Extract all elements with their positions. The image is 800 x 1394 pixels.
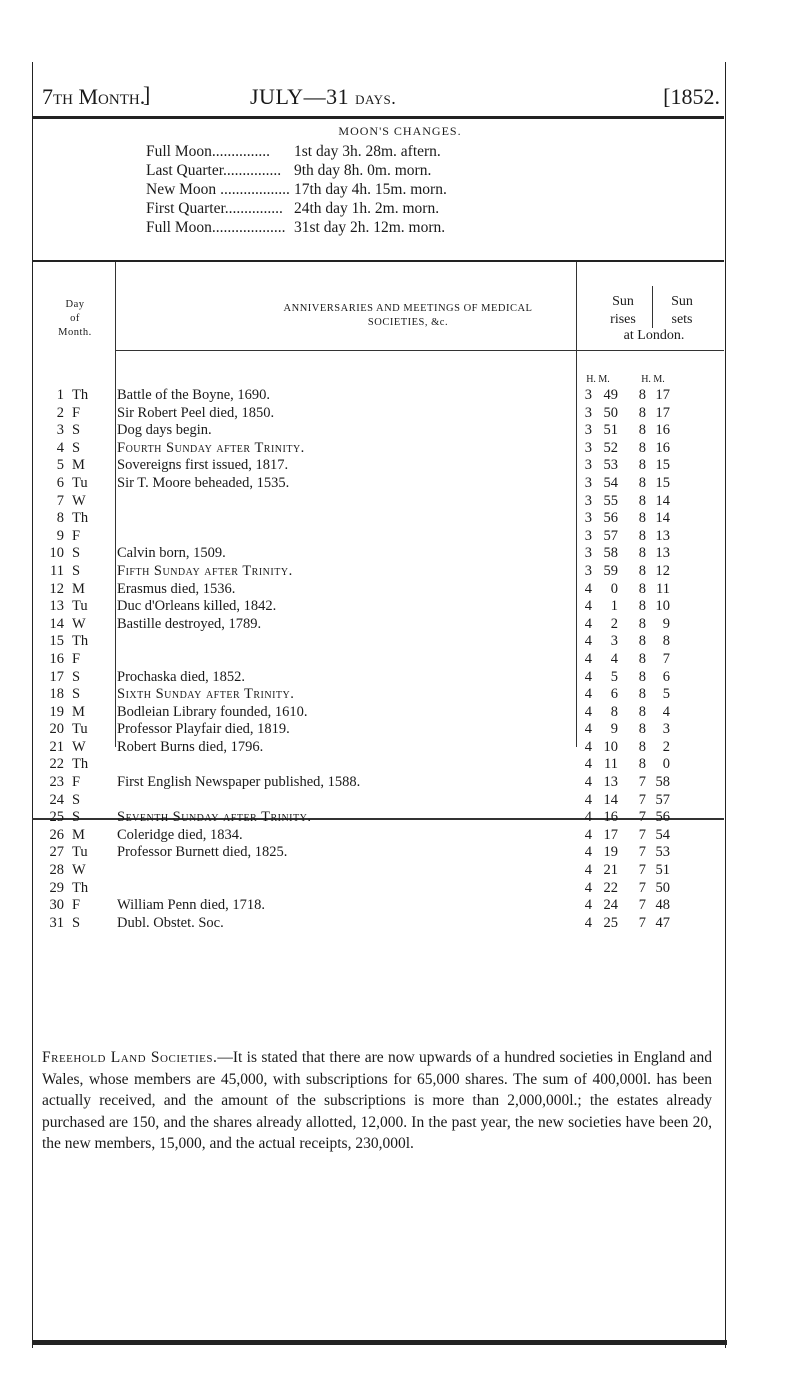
day-number: 3 [56,422,64,439]
col-header-set-line: sets [671,312,693,327]
day-number: 12 [49,580,64,597]
sunrise-minute: 3 [610,633,618,650]
anniversary: Seventh Sunday after Trinity. [117,809,312,826]
weekday: S [72,422,81,439]
weekday: W [72,492,86,509]
weekday: F [72,774,81,791]
anniversary: Calvin born, 1509. [117,545,226,562]
table-row [42,739,717,757]
sunrise-hour: 3 [584,510,592,527]
year-label: [1852. [663,84,720,109]
day-number: 6 [56,474,64,491]
sunset-hour: 7 [638,879,646,896]
sunset-hour: 8 [638,387,646,403]
weekday: Tu [72,598,88,615]
month-title [250,84,396,110]
leader-dots: ............... [223,162,282,179]
sunrise-minute: 17 [603,826,618,843]
sunrise-hour: 3 [584,422,592,439]
weekday: S [72,668,81,685]
sunset-hour: 8 [638,686,646,703]
sunrise-minute: 54 [603,474,618,491]
table-row [42,405,717,423]
table-row [42,880,717,898]
col-header-set-line: Sun [671,294,693,309]
table-row [42,844,717,862]
sunrise-minute: 51 [603,422,618,439]
sunrise-hour: 4 [584,686,592,703]
sunset-hour: 7 [638,897,646,914]
sunset-hour: 7 [638,914,646,931]
day-number: 31 [49,914,64,931]
weekday: S [72,809,81,826]
anniversary: Dog days begin. [117,422,212,439]
sunset-minute: 48 [655,897,670,914]
anniversary: Professor Burnett died, 1825. [117,844,288,861]
sunset-minute: 15 [655,457,670,474]
weekday: S [72,686,81,703]
sunset-hour: 8 [638,721,646,738]
day-number: 16 [49,650,64,667]
column-divider [652,286,653,328]
sunset-hour: 8 [638,738,646,755]
table-row [42,809,717,827]
sunset-hour: 8 [638,615,646,632]
sunset-hour: 8 [638,756,646,773]
sunset-minute: 14 [655,510,670,527]
day-number: 13 [49,598,64,615]
sunset-hour: 7 [638,844,646,861]
sunrise-minute: 57 [603,527,618,544]
table-row [42,669,717,687]
table-row [42,756,717,774]
sunrise-minute: 14 [603,791,618,808]
anniversary: Sovereigns first issued, 1817. [117,457,289,474]
hm-row [42,371,717,387]
sunrise-hour: 4 [584,633,592,650]
sunset-minute: 50 [655,879,670,896]
table-row [42,493,717,511]
moon-phase-name: New Moon [146,181,217,198]
sunset-hour: 8 [638,668,646,685]
moon-phase-time: 1st day 3h. 28m. aftern. [294,143,441,160]
weekday: M [72,826,85,843]
sunset-hour: 8 [638,580,646,597]
sunset-hour: 7 [638,791,646,808]
col-header-anniversaries [210,302,606,330]
sunset-minute: 7 [662,650,670,667]
weekday: F [72,650,81,667]
sunset-minute: 13 [655,545,670,562]
header-bracket: ] [143,82,151,107]
table-row [42,528,717,546]
day-number: 2 [56,404,64,421]
sunset-minute: 17 [655,387,670,403]
sunset-hour: 7 [638,774,646,791]
anniversary: William Penn died, 1718. [117,897,266,914]
anniversary: Sixth Sunday after Trinity. [117,686,295,703]
sunrise-hour: 4 [584,738,592,755]
sunset-hour: 8 [638,545,646,562]
moon-changes-title: MOON'S CHANGES. [338,124,462,138]
day-number: 9 [56,527,64,544]
table-row [42,563,717,581]
sunrise-hour: 3 [584,439,592,456]
sunrise-minute: 6 [610,686,618,703]
leader-dots: ................... [211,219,286,236]
sunrise-hour: 3 [584,492,592,509]
table-row [42,545,717,563]
leader-dots: ............... [211,143,271,160]
sunrise-minute: 59 [603,562,618,579]
weekday: S [72,545,81,562]
weekday: Tu [72,844,88,861]
day-number: 19 [49,703,64,720]
table-row [42,704,717,722]
weekday: S [72,791,81,808]
sunset-hour: 8 [638,457,646,474]
sunrise-minute: 19 [603,844,618,861]
col-header-day-line: of [70,313,80,324]
page-header [42,84,720,114]
sunrise-hour: 3 [584,457,592,474]
table-row [42,721,717,739]
table-row [42,897,717,915]
weekday: Th [72,879,89,896]
moon-phase-time: 9th day 8h. 0m. morn. [294,162,432,179]
moon-phase-name: Full Moon [146,143,212,160]
sunset-minute: 53 [655,844,670,861]
day-number: 24 [49,791,64,808]
weekday: F [72,527,81,544]
weekday: M [72,580,85,597]
note-lead: Freehold Land Societies. [42,1049,218,1066]
col-header-sun-sets [652,293,712,329]
weekday: F [72,897,81,914]
sunrise-minute: 58 [603,545,618,562]
leader-dots: ............... [224,200,283,217]
sunrise-minute: 2 [610,615,618,632]
table-row [42,598,717,616]
sunrise-hour: 4 [584,897,592,914]
day-number: 28 [49,862,64,879]
sunrise-hour: 4 [584,879,592,896]
sunrise-hour: 4 [584,809,592,826]
col-header-ann-line: SOCIETIES, &c. [367,317,449,328]
sunrise-minute: 22 [603,879,618,896]
col-header-sun-rises [596,293,650,329]
moon-phase-row [146,199,440,218]
sunrise-hour: 4 [584,703,592,720]
sunset-hour: 7 [638,809,646,826]
sunrise-minute: 21 [603,862,618,879]
weekday: Th [72,756,89,773]
sunrise-minute: 50 [603,404,618,421]
sunset-minute: 56 [655,809,670,826]
sunset-minute: 3 [662,721,670,738]
day-number: 20 [49,721,64,738]
sunrise-minute: 24 [603,897,618,914]
sunset-hour: 8 [638,598,646,615]
table-row [42,510,717,528]
hm-label-set: H. M. [641,374,665,385]
day-number: 14 [49,615,64,632]
moon-phase-row [146,180,447,199]
hm-label-rise: H. M. [586,374,610,385]
day-number: 30 [49,897,64,914]
sunset-minute: 6 [662,668,670,685]
anniversary: Bodleian Library founded, 1610. [117,703,308,720]
sunrise-hour: 4 [584,668,592,685]
moon-phase-time: 31st day 2h. 12m. morn. [294,219,446,236]
col-header-day-line: Month. [58,327,92,338]
sunset-minute: 4 [662,703,670,720]
calendar-table [42,371,717,932]
day-number: 10 [49,545,64,562]
day-number: 7 [56,492,64,509]
col-header-day-line: Day [65,299,85,310]
sunrise-hour: 4 [584,721,592,738]
sunrise-minute: 10 [603,738,618,755]
day-number: 23 [49,774,64,791]
sunset-minute: 8 [662,633,670,650]
moon-phase-time: 17th day 4h. 15m. morn. [294,181,447,198]
moon-phase-row [146,161,432,180]
col-header-rise-line: Sun [612,294,634,309]
sunset-minute: 2 [662,738,670,755]
anniversary: Fourth Sunday after Trinity. [117,439,305,456]
weekday: S [72,439,81,456]
sunset-hour: 8 [638,439,646,456]
sunrise-minute: 1 [610,598,618,615]
sunset-minute: 57 [655,791,670,808]
sunset-minute: 58 [655,774,670,791]
day-number: 25 [49,809,64,826]
sunset-minute: 5 [662,686,670,703]
table-row [42,387,717,405]
sunset-hour: 8 [638,404,646,421]
moon-phase-name: Last Quarter [146,162,224,179]
sunset-hour: 8 [638,422,646,439]
col-header-rise-line: rises [610,312,636,327]
day-number: 11 [50,562,64,579]
sunset-minute: 54 [655,826,670,843]
sunrise-hour: 4 [584,862,592,879]
table-row [42,915,717,933]
moon-phase-row [146,142,441,161]
month-title-days: days. [355,88,397,108]
table-row [42,633,717,651]
table-row [42,581,717,599]
sunset-hour: 8 [638,650,646,667]
sunrise-hour: 3 [584,527,592,544]
sunset-minute: 14 [655,492,670,509]
anniversary: Professor Playfair died, 1819. [117,721,290,738]
sunrise-minute: 4 [610,650,618,667]
day-number: 17 [49,668,64,685]
anniversary: Battle of the Boyne, 1690. [117,387,271,403]
sunset-minute: 0 [662,756,670,773]
table-row [42,616,717,634]
month-label: 7th Month. [42,84,146,109]
sunrise-minute: 16 [603,809,618,826]
table-row [42,440,717,458]
note-body: —It is stated that there are now upwards of a hundred societies in England and Wales, whose members are 45,000, with subscriptions for 65,000 shares. The sum of 400,000l. has been actually received, and the amount of the subscriptions is more than 2,000,000l.; the estates already purchased are 150, and the shares already allotted, 12,000. In the past year, the new societies have been 20, the new members, 15,000, and the actual receipts, 230,000l. [42,1049,713,1152]
sunrise-minute: 0 [610,580,618,597]
sunset-minute: 47 [655,914,670,931]
header-rule [32,116,724,119]
day-number: 29 [49,879,64,896]
header-underline [115,350,724,351]
sunrise-minute: 49 [603,387,618,403]
sunset-minute: 16 [655,439,670,456]
anniversary: Robert Burns died, 1796. [117,738,264,755]
sunrise-minute: 55 [603,492,618,509]
weekday: Th [72,510,89,527]
weekday: Th [72,387,89,403]
table-row [42,475,717,493]
month-title-main: JULY—31 [250,84,350,109]
weekday: M [72,703,85,720]
sunrise-hour: 3 [584,404,592,421]
sunrise-hour: 3 [584,387,592,403]
anniversary: Coleridge died, 1834. [117,826,243,843]
sunset-hour: 7 [638,862,646,879]
table-row [42,774,717,792]
weekday: W [72,738,86,755]
day-number: 21 [49,738,64,755]
moon-section-rule [32,260,724,262]
anniversary: Duc d'Orleans killed, 1842. [117,598,277,615]
day-number: 4 [56,439,64,456]
day-number: 8 [56,510,64,527]
day-number: 1 [56,387,64,403]
sunrise-hour: 4 [584,844,592,861]
sunrise-hour: 4 [584,650,592,667]
weekday: S [72,914,81,931]
anniversary: Sir T. Moore beheaded, 1535. [117,474,290,491]
anniversary: Dubl. Obstet. Soc. [117,914,224,931]
weekday: S [72,562,81,579]
anniversary: First English Newspaper published, 1588. [117,774,361,791]
sunset-minute: 15 [655,474,670,491]
sunset-minute: 17 [655,404,670,421]
sunset-hour: 8 [638,474,646,491]
sunset-minute: 16 [655,422,670,439]
sunset-minute: 13 [655,527,670,544]
col-header-london: at London. [623,328,685,343]
sunrise-minute: 11 [604,756,618,773]
sunrise-minute: 25 [603,914,618,931]
col-header-ann-line: ANNIVERSARIES AND MEETINGS OF MEDICAL [283,303,533,314]
sunrise-hour: 3 [584,545,592,562]
weekday: Tu [72,721,88,738]
table-row [42,457,717,475]
anniversary: Fifth Sunday after Trinity. [117,562,293,579]
sunrise-hour: 3 [584,474,592,491]
day-number: 15 [49,633,64,650]
weekday: F [72,404,81,421]
table-row [42,651,717,669]
sunrise-minute: 53 [603,457,618,474]
anniversary: Prochaska died, 1852. [117,668,246,685]
moon-phase-name: Full Moon [146,219,212,236]
sunrise-minute: 56 [603,510,618,527]
sunrise-hour: 4 [584,615,592,632]
bottom-rule [32,1340,727,1345]
sunrise-hour: 4 [584,774,592,791]
anniversary: Erasmus died, 1536. [117,580,236,597]
day-number: 26 [49,826,64,843]
table-row [42,422,717,440]
sunrise-hour: 4 [584,598,592,615]
sunrise-hour: 4 [584,580,592,597]
sunset-hour: 8 [638,562,646,579]
moon-phase-name: First Quarter [146,200,225,217]
sunset-minute: 12 [655,562,670,579]
sunset-minute: 51 [655,862,670,879]
sunset-hour: 8 [638,492,646,509]
day-number: 18 [49,686,64,703]
sunset-hour: 8 [638,510,646,527]
table-row [42,827,717,845]
sunrise-hour: 4 [584,826,592,843]
sunrise-hour: 4 [584,791,592,808]
sunset-hour: 7 [638,826,646,843]
day-number: 22 [49,756,64,773]
sunrise-hour: 4 [584,914,592,931]
weekday: Th [72,633,89,650]
sunrise-minute: 52 [603,439,618,456]
moon-changes-list [146,142,447,237]
col-header-day [36,298,114,340]
weekday: M [72,457,85,474]
sunrise-hour: 4 [584,756,592,773]
sunset-hour: 8 [638,703,646,720]
moon-phase-time: 24th day 1h. 2m. morn. [294,200,440,217]
weekday: W [72,862,86,879]
calendar-rows [42,387,717,932]
sunrise-minute: 9 [610,721,618,738]
table-row [42,792,717,810]
day-number: 5 [56,457,64,474]
sunset-minute: 11 [656,580,670,597]
sunrise-minute: 13 [603,774,618,791]
sunset-hour: 8 [638,633,646,650]
sunrise-minute: 8 [610,703,618,720]
anniversary: Bastille destroyed, 1789. [117,615,262,632]
leader-dots: .................. [216,181,290,198]
sunset-minute: 10 [655,598,670,615]
sunrise-minute: 5 [610,668,618,685]
anniversary: Sir Robert Peel died, 1850. [117,404,275,421]
table-row [42,686,717,704]
weekday: W [72,615,86,632]
table-row [42,862,717,880]
day-number: 27 [49,844,64,861]
sunrise-hour: 3 [584,562,592,579]
sunset-hour: 8 [638,527,646,544]
freehold-note [42,1047,712,1155]
moon-phase-row [146,218,446,237]
weekday: Tu [72,474,88,491]
sunset-minute: 9 [662,615,670,632]
